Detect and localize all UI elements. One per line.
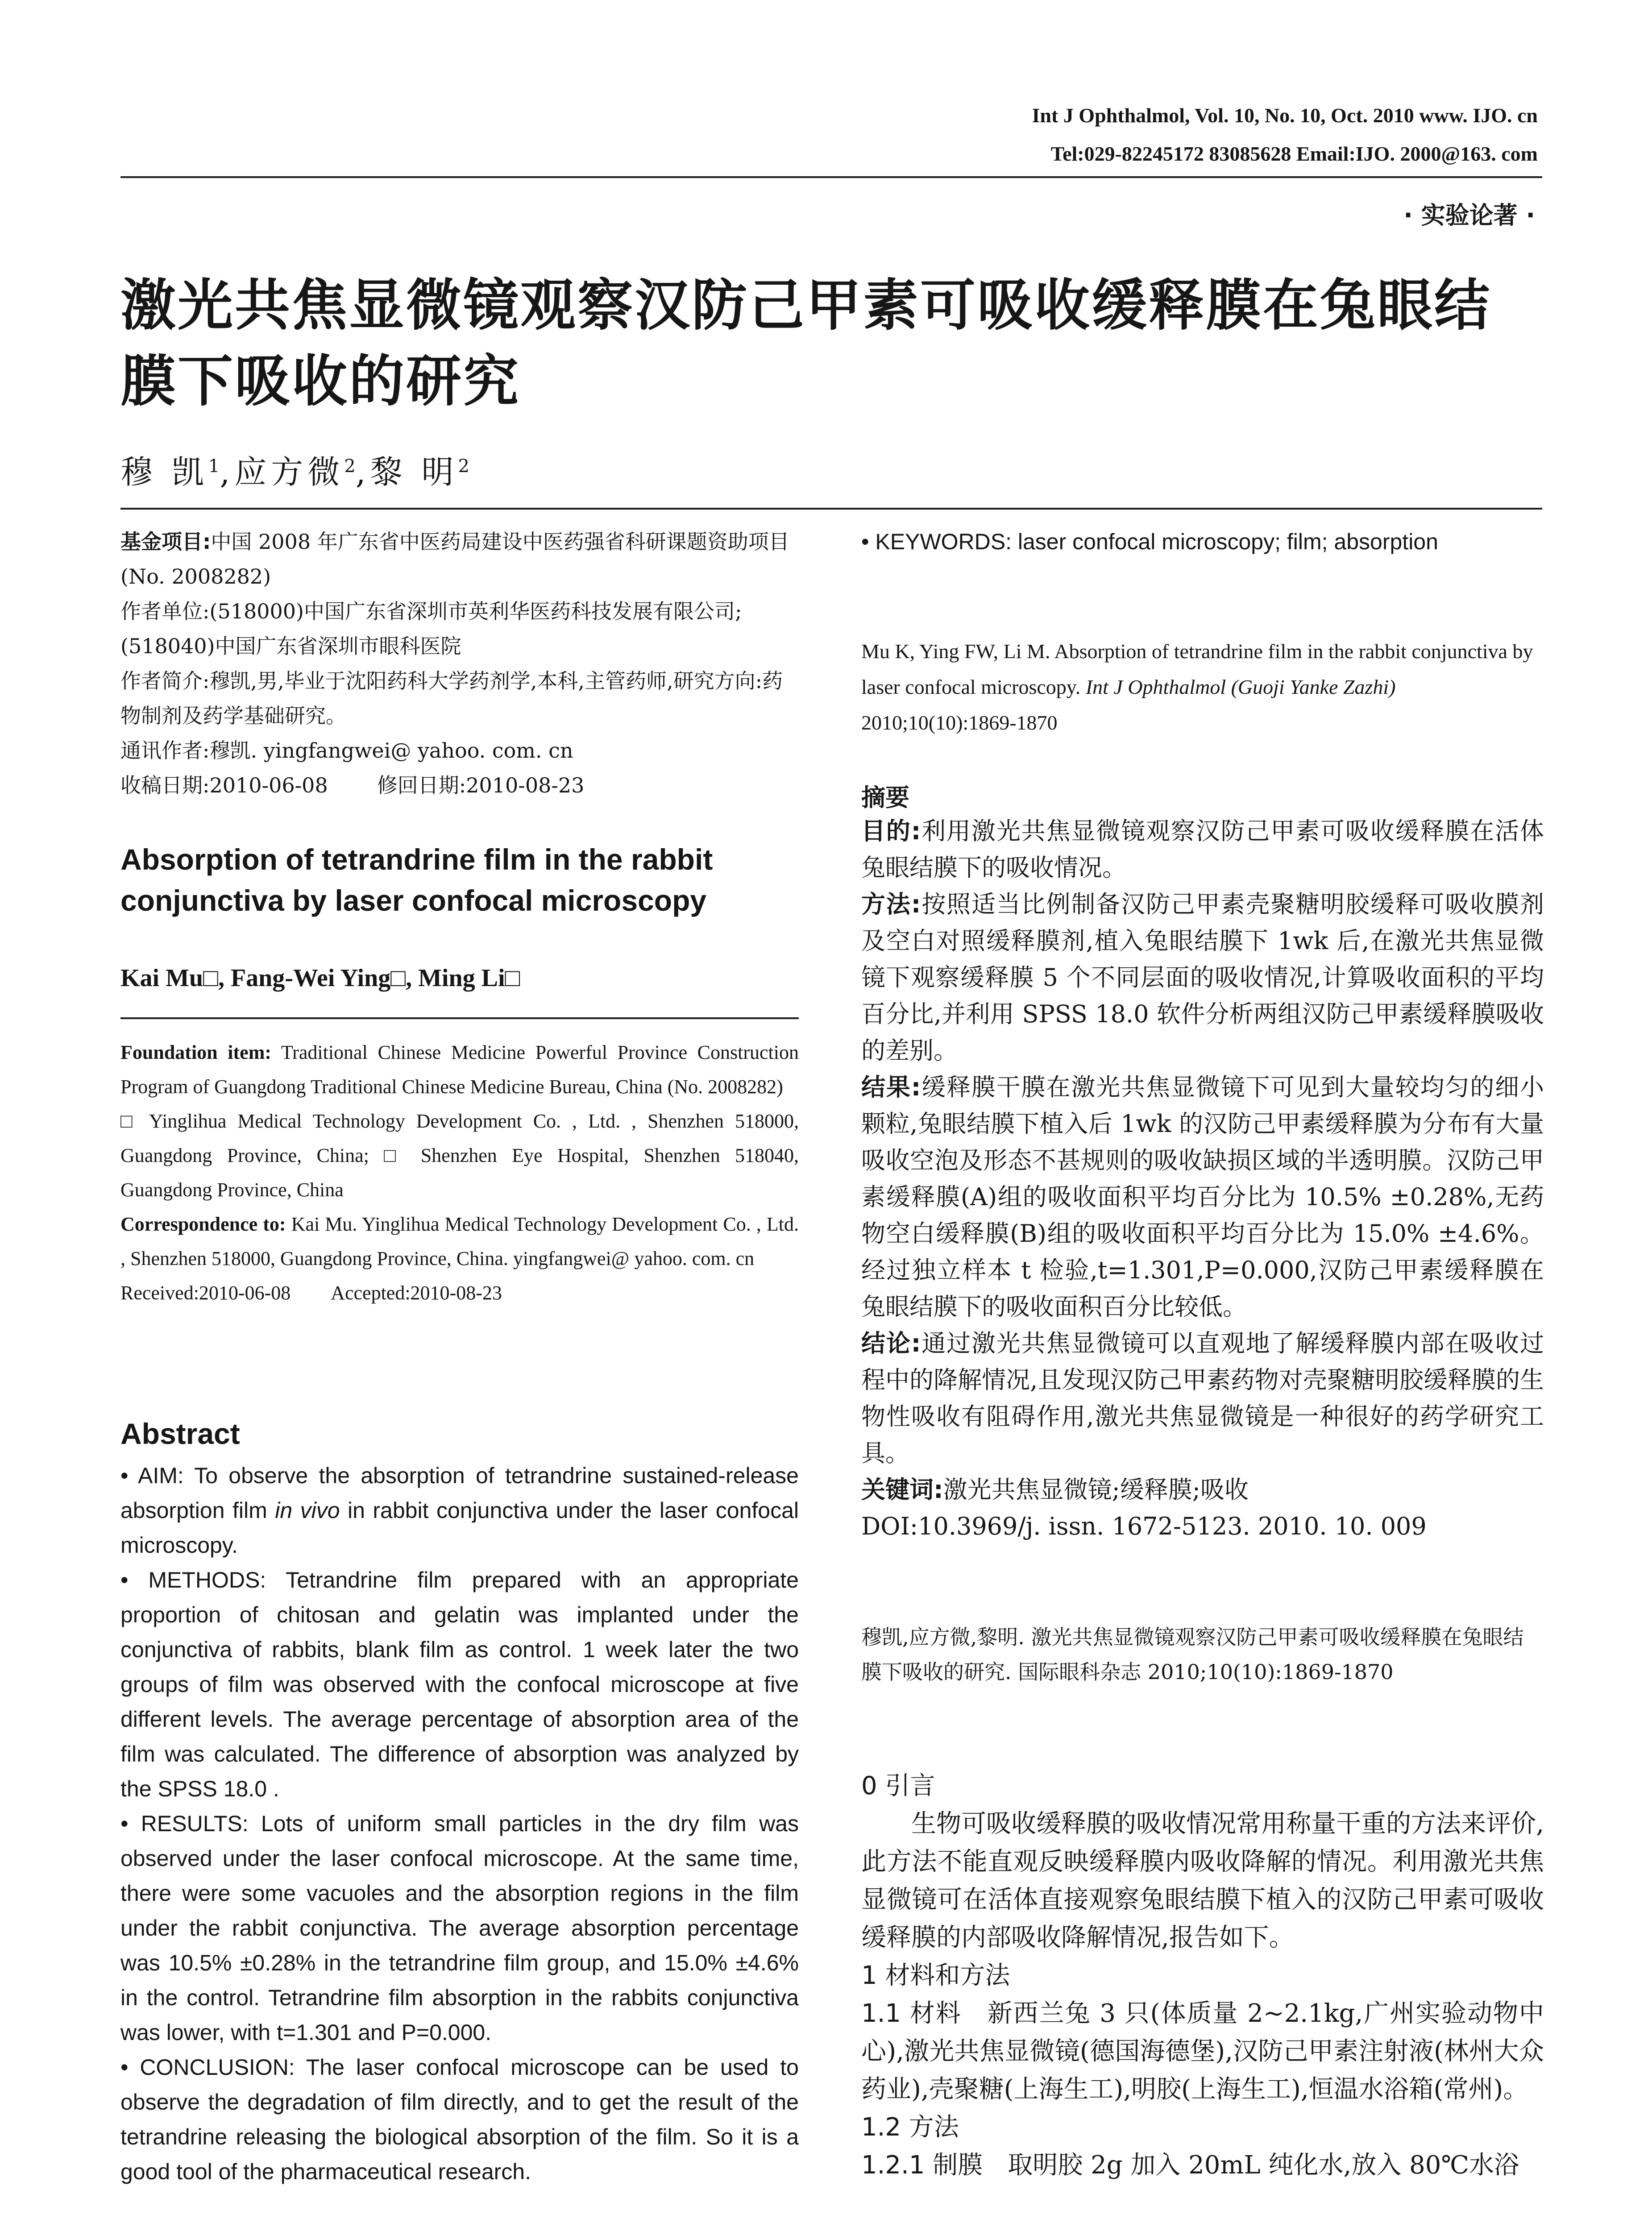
page-title xyxy=(120,268,1548,419)
en-authors: Kai Mu□, Fang-Wei Ying□, Ming Li□ xyxy=(120,964,520,992)
foundation-cn-text: 中国 2008 年广东省中医药局建设中医药强省科研课题资助项目(No. 2008282) xyxy=(120,530,789,589)
abstract-results xyxy=(120,1806,799,2050)
intro-heading: 0 引言 xyxy=(861,1771,935,1800)
corr-cn-text: 穆凯. yingfangwei@ yahoo. com. cn xyxy=(209,738,573,763)
author-1: 穆 凯 xyxy=(120,453,208,491)
cn-conclusion xyxy=(861,1325,1544,1472)
en-citation-journal: Int J Ophthalmol (Guoji Yanke Zazhi) xyxy=(1085,676,1396,698)
cn-doi: DOI:10.3969/j. issn. 1672-5123. 2010. 10. 009 xyxy=(861,1512,1427,1540)
abstract-body xyxy=(120,1458,799,2189)
correspondence-en-text: Kai Mu. Yinglihua Medical Technology Development Co. , Ltd. , Shenzhen 518000, Guangdong Province, China. yingfangwei@ yahoo. com. cn xyxy=(120,1213,799,1269)
authors-cn xyxy=(120,446,469,493)
author-3: ,黎 明 xyxy=(355,453,458,491)
revised-cn: 修回日期:2010-08-23 xyxy=(377,773,585,797)
bio-cn xyxy=(120,663,799,733)
methods-text: Tetrandrine film prepared with an appropriate proportion of chitosan and gelatin was implanted under the conjunctiva of rabbits, blank film as control. 1 week later the two groups of film was observed with the confocal microscope at five different levels. The average percentage of absorption area of the film was calculated. The difference of absorption was analyzed by the SPSS 18.0 . xyxy=(120,1568,799,1801)
aim-text-a: To observe the absorption of tetrandrine sustained-release absorption film xyxy=(120,1463,799,1523)
cn-keywords-text: 激光共焦显微镜;缓释膜;吸收 xyxy=(943,1476,1249,1504)
bio-cn-label: 作者简介: xyxy=(120,669,210,693)
en-title xyxy=(120,839,799,921)
unit-cn xyxy=(120,594,799,663)
keywords-en: • KEYWORDS: laser confocal microscopy; film; absorption xyxy=(861,529,1438,554)
results-label: • RESULTS: xyxy=(120,1811,249,1836)
journal-contact-line: Tel:029-82245172 83085628 Email:IJO. 2000@163. com xyxy=(1050,142,1538,165)
foundation-cn-label: 基金项目: xyxy=(120,530,211,554)
dates-cn xyxy=(120,768,799,803)
header-rule xyxy=(120,176,1542,178)
authors-rule xyxy=(120,508,1542,510)
aim-text-italic: in vivo xyxy=(275,1498,340,1523)
cn-abstract-heading: 摘要 xyxy=(861,784,909,812)
cn-citation: 穆凯,应方微,黎明. 激光共焦显微镜观察汉防己甲素可吸收缓释膜在兔眼结膜下吸收的研究. 国际眼科杂志 2010;10(10):1869-1870 xyxy=(861,1625,1524,1684)
abstract-aim xyxy=(120,1458,799,1563)
info-block-cn xyxy=(120,524,799,803)
conclusion-text: The laser confocal microscope can be used to observe the degradation of film directly, and to get the result of the tetrandrine releasing the biological absorption of the film. So it is a good tool of the pharmaceutical research. xyxy=(120,2055,799,2184)
section-1-1 xyxy=(861,1995,1544,2108)
foundation-en-text: Traditional Chinese Medicine Powerful Province Construction Program of Guangdong Traditional Chinese Medicine Bureau, China (No. 2008282) xyxy=(120,1041,799,1098)
section-1-1-text: 新西兰兔 3 只(体质量 2~2.1kg,广州实验动物中心),激光共焦显微镜(德国海德堡),汉防己甲素注射液(林州大众药业),壳聚糖(上海生工),明胶(上海生工),恒温水浴箱(常州)。 xyxy=(861,1999,1544,2104)
aim-text-b: in rabbit conjunctiva under the laser confocal microscopy. xyxy=(120,1498,799,1558)
cn-abstract-body xyxy=(861,813,1544,1545)
title-line-1: 激光共焦显微镜观察汉防己甲素可吸收缓释膜在兔眼结 xyxy=(120,274,1492,338)
en-citation-tail: 2010;10(10):1869-1870 xyxy=(861,711,1058,734)
methods-label: • METHODS: xyxy=(120,1568,266,1592)
correspondence-en-label: Correspondence to: xyxy=(120,1213,286,1235)
cn-keywords xyxy=(861,1472,1544,1508)
author-1-sup: 1 xyxy=(208,456,220,477)
accepted-en: Accepted:2010-08-23 xyxy=(331,1282,502,1304)
section-1-2-heading: 1.2 方法 xyxy=(861,2113,959,2142)
section-1-2-1-text: 取明胶 2g 加入 20mL 纯化水,放入 80℃水浴 xyxy=(1008,2151,1519,2180)
cn-aim-text: 利用激光共焦显微镜观察汉防己甲素可吸收缓释膜在活体兔眼结膜下的吸收情况。 xyxy=(861,817,1544,882)
foundation-en xyxy=(120,1035,799,1104)
cn-results-text: 缓释膜干膜在激光共焦显微镜下可见到大量较均匀的细小颗粒,兔眼结膜下植入后 1wk 的汉防己甲素缓释膜为分布有大量吸收空泡及形态不甚规则的吸收缺损区域的半透明膜。汉防己甲素缓释膜(A)组的吸收面积平均百分比为 10.5% ±0.28%,无药物空白缓释膜(B)组的吸收面积平均百分比为 15.0% ±4.6%。经过独立样本 t 检验,t=1.301,P=0.000,汉防己甲素缓释膜在兔眼结膜下的吸收面积百分比较低。 xyxy=(861,1073,1544,1321)
en-authors-rule xyxy=(120,1017,799,1019)
info-block-en xyxy=(120,1035,799,1310)
en-citation-text: Mu K, Ying FW, Li M. Absorption of tetrandrine film in the rabbit conjunctiva by laser confocal microscopy. xyxy=(861,640,1533,698)
author-2-sup: 2 xyxy=(344,456,356,477)
correspondence-en xyxy=(120,1207,799,1276)
cn-methods-label: 方法: xyxy=(861,890,921,918)
received-cn: 收稿日期:2010-06-08 xyxy=(120,773,328,797)
cn-aim-label: 目的: xyxy=(861,817,921,845)
abstract-heading: Abstract xyxy=(120,1417,240,1450)
cn-aim xyxy=(861,813,1544,886)
corr-cn xyxy=(120,733,799,768)
author-3-sup: 2 xyxy=(458,456,469,477)
bio-cn-text: 穆凯,男,毕业于沈阳药科大学药剂学,本科,主管药师,研究方向:药物制剂及药学基础研究。 xyxy=(120,669,783,728)
cn-results-label: 结果: xyxy=(861,1073,921,1101)
unit-cn-text: (518000)中国广东省深圳市英利华医药科技发展有限公司; xyxy=(209,599,742,623)
abstract-methods xyxy=(120,1563,799,1806)
journal-info-line: Int J Ophthalmol, Vol. 10, No. 10, Oct. 2010 www. IJO. cn xyxy=(1032,104,1538,127)
cn-keywords-label: 关键词: xyxy=(861,1476,943,1504)
foundation-cn xyxy=(120,524,799,594)
section-1-2-1 xyxy=(861,2146,1544,2184)
section-tag: · 实验论著 · xyxy=(1403,201,1535,229)
unit-cn-label: 作者单位: xyxy=(120,599,210,623)
abstract-keywords xyxy=(861,524,1544,559)
section-1-heading: 1 材料和方法 xyxy=(861,1961,1010,1990)
results-text: Lots of uniform small particles in the dry film was observed under the laser confocal microscope. At the same time, there were some vacuoles and the absorption regions in the film under the rabbit conjunctiva. The average absorption percentage was 10.5% ±0.28% in the tetrandrine film group, and 15.0% ±4.6% in the control. Tetrandrine film absorption in the rabbits conjunctiva was lower, with t=1.301 and P=0.000. xyxy=(120,1811,799,2045)
section-1-1-label: 1.1 材料 xyxy=(861,1999,962,2028)
affiliation-en: □ Yinglihua Medical Technology Development Co. , Ltd. , Shenzhen 518000, Guangdong Province, China; □ Shenzhen Eye Hospital, Shenzhen 518040, Guangdong Province, China xyxy=(120,1110,799,1201)
cn-methods xyxy=(861,886,1544,1069)
aim-label: • AIM: xyxy=(120,1463,184,1488)
abstract-conclusion xyxy=(120,2050,799,2189)
corr-cn-label: 通讯作者: xyxy=(120,738,210,763)
en-citation xyxy=(861,634,1544,741)
foundation-en-label: Foundation item: xyxy=(120,1041,271,1063)
cn-results xyxy=(861,1069,1544,1325)
unit-cn-text-2: (518040)中国广东省深圳市眼科医院 xyxy=(120,634,461,658)
cn-conclusion-text: 通过激光共焦显微镜可以直观地了解缓释膜内部在吸收过程中的降解情况,且发现汉防己甲素药物对壳聚糖明胶缓释膜的生物性吸收有阻碍作用,激光共焦显微镜是一种很好的药学研究工具。 xyxy=(861,1329,1544,1467)
body-text xyxy=(861,1767,1544,2184)
author-2: ,应方微 xyxy=(220,453,345,491)
title-line-2: 膜下吸收的研究 xyxy=(120,349,521,414)
en-title-line-1: Absorption of tetrandrine film in the rabbit xyxy=(120,843,713,876)
cn-methods-text: 按照适当比例制备汉防己甲素壳聚糖明胶缓释可吸收膜剂及空白对照缓释膜剂,植入兔眼结膜下 1wk 后,在激光共焦显微镜下观察缓释膜 5 个不同层面的吸收情况,计算吸收面积的平均百分比,并利用 SPSS 18.0 软件分析两组汉防己甲素缓释膜吸收的差别。 xyxy=(861,890,1544,1065)
received-en: Received:2010-06-08 xyxy=(120,1282,291,1304)
cn-conclusion-label: 结论: xyxy=(861,1329,921,1357)
intro-paragraph: 生物可吸收缓释膜的吸收情况常用称量干重的方法来评价,此方法不能直观反映缓释膜内吸收降解的情况。利用激光共焦显微镜可在活体直接观察兔眼结膜下植入的汉防己甲素可吸收缓释膜的内部吸收降解情况,报告如下。 xyxy=(861,1809,1544,1952)
en-title-line-2: conjunctiva by laser confocal microscopy xyxy=(120,884,707,917)
dates-en xyxy=(120,1276,799,1310)
section-1-2-1-label: 1.2.1 制膜 xyxy=(861,2151,983,2180)
conclusion-label: • CONCLUSION: xyxy=(120,2055,295,2080)
